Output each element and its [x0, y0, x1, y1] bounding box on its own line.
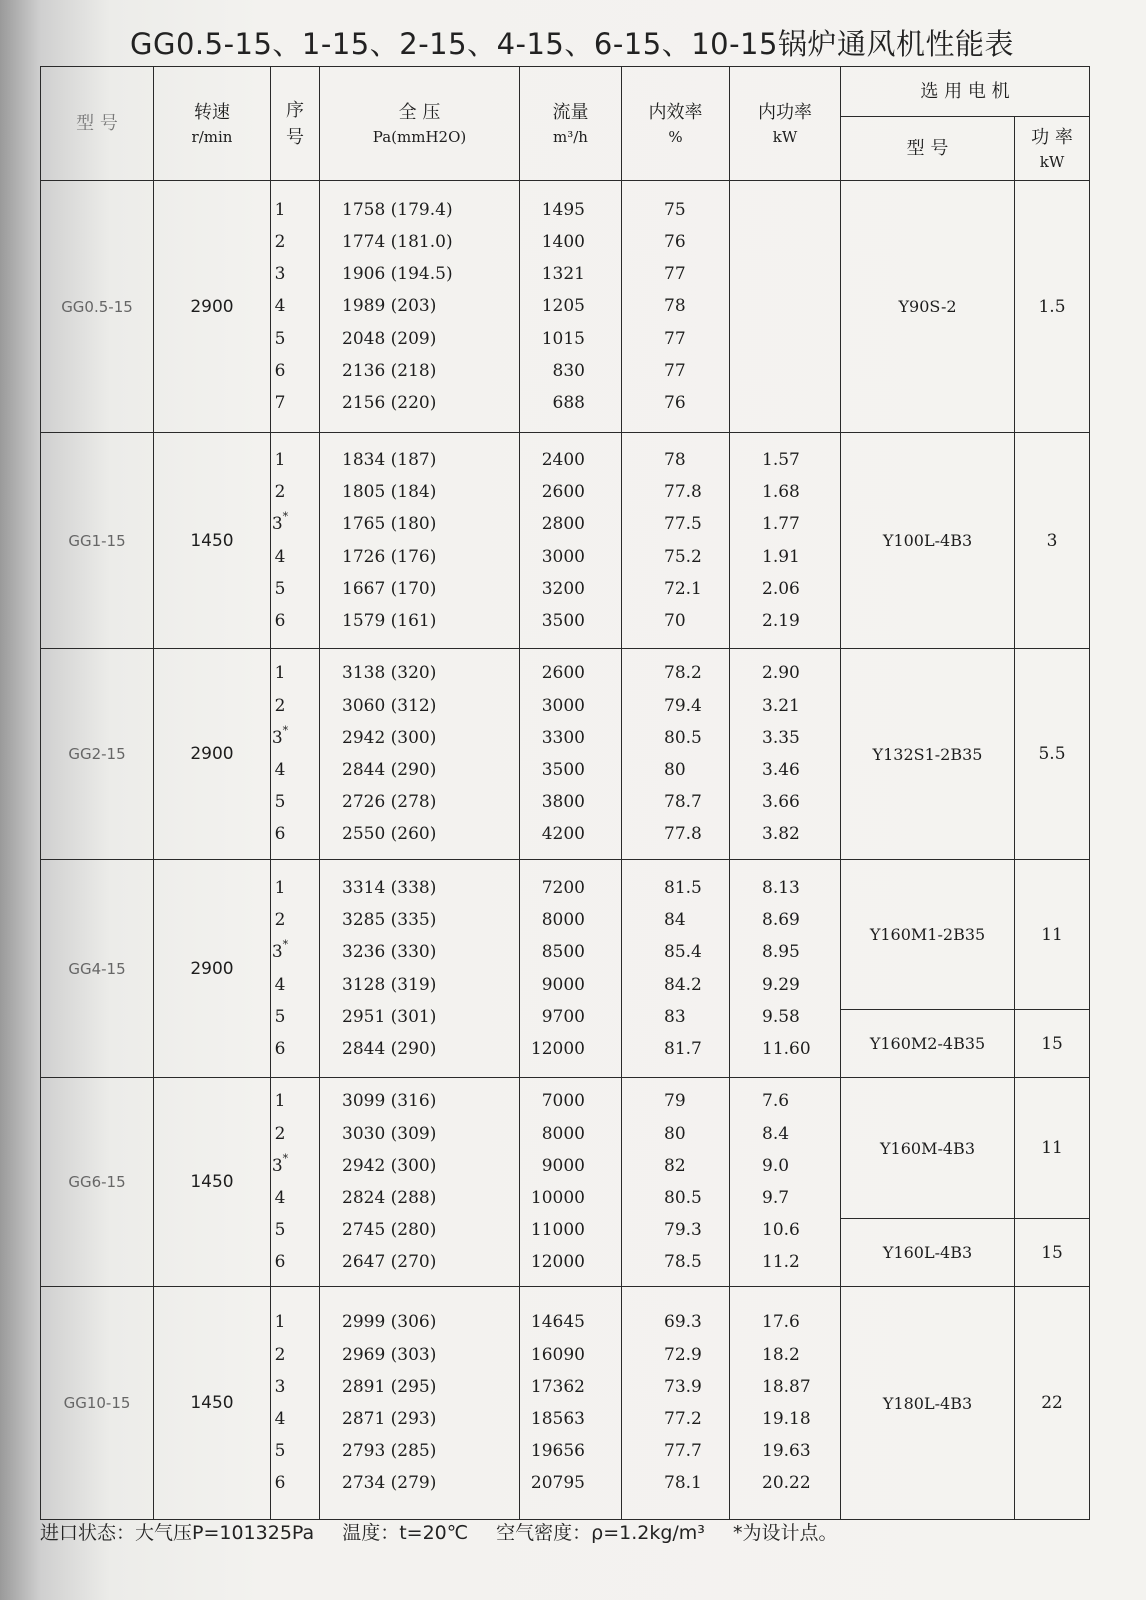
cell-seq: 4	[274, 760, 286, 780]
cell-power: 19.18	[762, 1409, 811, 1429]
table-row-group	[41, 1287, 1090, 1520]
table-row-group	[41, 1078, 1090, 1219]
cell-seq: 5	[274, 1006, 286, 1027]
header-speed: 转速 r/min	[154, 67, 271, 181]
cell-power: 18.2	[762, 1344, 800, 1365]
cell-seq: 1	[274, 877, 286, 898]
motor-model: Y160M2-4B35	[841, 1010, 1015, 1078]
cell-pressure: 1989 (203)	[342, 296, 437, 317]
cell-pressure: 2793 (285)	[342, 1441, 437, 1462]
cell-power: 3.21	[762, 695, 800, 716]
cell-flow: 8000	[541, 910, 585, 931]
column-power	[730, 181, 841, 433]
cell-power: 11.60	[762, 1038, 811, 1059]
cell-flow: 3000	[541, 695, 585, 716]
cell-seq: 4	[274, 546, 286, 567]
cell-flow: 7000	[541, 1091, 585, 1112]
cell-eff: 79.4	[664, 695, 702, 716]
cell-seq: 4	[274, 296, 286, 317]
cell-pressure: 1758 (179.4)	[342, 199, 453, 220]
column-seq	[271, 649, 320, 860]
footnote-design-point: *为设计点。	[732, 1522, 838, 1544]
cell-power: 17.6	[762, 1312, 800, 1333]
cell-eff: 78.1	[664, 1473, 702, 1494]
cell-flow: 1321	[541, 264, 585, 285]
header-motor-power: 功 率 kW	[1015, 117, 1090, 181]
column-power	[730, 433, 841, 649]
cell-pressure: 2734 (279)	[342, 1473, 437, 1494]
cell-flow: 9000	[541, 1155, 585, 1176]
cell-flow: 1400	[541, 232, 585, 253]
cell-pressure: 1667 (170)	[342, 578, 437, 599]
header-model: 型 号	[41, 67, 154, 181]
cell-flow: 1205	[541, 296, 585, 317]
cell-eff: 77	[664, 360, 686, 381]
column-eff	[622, 1287, 730, 1520]
cell-flow: 3500	[541, 760, 585, 780]
cell-pressure: 3060 (312)	[342, 695, 437, 716]
motor-model: Y160M1-2B35	[841, 860, 1015, 1010]
cell-flow: 20795	[530, 1473, 585, 1494]
cell-eff: 77.7	[664, 1441, 702, 1462]
cell-seq: 2	[274, 1123, 286, 1144]
column-eff	[622, 433, 730, 649]
column-pressure	[320, 181, 520, 433]
column-flow	[520, 433, 622, 649]
cell-power: 3.35	[762, 727, 800, 748]
footnote-inlet: 进口状态：大气压P=101325Pa	[40, 1522, 315, 1544]
cell-flow: 830	[552, 360, 585, 381]
motor-power: 15	[1015, 1219, 1090, 1287]
cell-eff: 80	[664, 1123, 686, 1144]
cell-flow: 3200	[541, 578, 585, 599]
column-flow	[520, 649, 622, 860]
cell-pressure: 2048 (209)	[342, 328, 437, 349]
cell-flow: 10000	[530, 1188, 585, 1208]
motor-power: 15	[1015, 1010, 1090, 1078]
cell-seq: 1	[274, 663, 286, 684]
cell-seq: 3	[274, 264, 286, 285]
cell-seq: 1	[274, 1091, 286, 1112]
cell-seq: 2	[274, 482, 286, 503]
cell-eff: 78.7	[664, 792, 702, 813]
cell-pressure: 3314 (338)	[342, 877, 437, 898]
cell-power: 3.46	[762, 760, 800, 780]
cell-eff: 72.9	[664, 1344, 702, 1365]
cell-flow: 12000	[530, 1038, 585, 1059]
column-power	[730, 860, 841, 1078]
table-row-group	[41, 649, 1090, 860]
cell-pressure: 2891 (295)	[342, 1376, 437, 1397]
footnote-temperature: 温度：t=20℃	[342, 1522, 469, 1544]
cell-pressure: 3030 (309)	[342, 1123, 437, 1144]
cell-seq: 5	[274, 1220, 286, 1241]
cell-seq: 3*	[271, 938, 289, 963]
cell-pressure: 1765 (180)	[342, 514, 437, 535]
cell-flow: 16090	[530, 1344, 585, 1365]
cell-eff: 75	[664, 199, 686, 220]
motor-power: 3	[1015, 433, 1090, 649]
cell-seq: 6	[274, 1252, 286, 1273]
cell-power: 8.4	[762, 1123, 790, 1144]
cell-pressure: 2844 (290)	[342, 1038, 437, 1059]
cell-pressure: 1774 (181.0)	[342, 232, 453, 253]
cell-power: 2.06	[762, 578, 800, 599]
cell-power	[730, 290, 840, 322]
cell-power: 20.22	[762, 1473, 811, 1494]
cell-power: 8.13	[762, 877, 800, 898]
cell-pressure: 1906 (194.5)	[342, 264, 453, 285]
cell-flow: 688	[552, 392, 585, 413]
cell-power: 1.77	[762, 514, 800, 535]
column-flow	[520, 181, 622, 433]
cell-flow: 14645	[530, 1312, 585, 1333]
cell-pressure: 2550 (260)	[342, 824, 437, 845]
cell-pressure: 2999 (306)	[342, 1312, 437, 1333]
cell-seq: 1	[274, 449, 286, 470]
column-pressure	[320, 1078, 520, 1287]
cell-seq: 2	[274, 910, 286, 931]
fan-speed: 2900	[154, 181, 271, 433]
header-pressure: 全 压 Pa(mmH2O)	[320, 67, 520, 181]
fan-model: GG2-15	[41, 649, 154, 860]
cell-seq: 4	[274, 974, 286, 995]
column-pressure	[320, 649, 520, 860]
motor-model: Y100L-4B3	[841, 433, 1015, 649]
cell-seq: 4	[274, 1188, 286, 1208]
column-pressure	[320, 1287, 520, 1520]
cell-seq: 1	[274, 199, 286, 220]
cell-flow: 9700	[541, 1006, 585, 1027]
cell-seq: 5	[274, 792, 286, 813]
cell-eff: 80	[664, 760, 686, 780]
cell-flow: 18563	[530, 1409, 585, 1429]
cell-eff: 72.1	[664, 578, 702, 599]
cell-power: 1.91	[762, 546, 800, 567]
cell-flow: 2600	[541, 663, 585, 684]
cell-power	[730, 355, 840, 387]
cell-eff: 75.2	[664, 546, 702, 567]
cell-power: 9.0	[762, 1155, 790, 1176]
cell-seq: 6	[274, 824, 286, 845]
cell-eff: 77.5	[664, 514, 702, 535]
cell-pressure: 3099 (316)	[342, 1091, 437, 1112]
cell-pressure: 2726 (278)	[342, 792, 437, 813]
cell-eff: 76	[664, 392, 686, 413]
column-eff	[622, 649, 730, 860]
cell-pressure: 2136 (218)	[342, 360, 437, 381]
cell-eff: 78	[664, 449, 686, 470]
cell-flow: 3500	[541, 610, 585, 631]
column-eff	[622, 860, 730, 1078]
cell-eff: 77.8	[664, 482, 702, 503]
column-flow	[520, 1287, 622, 1520]
cell-seq: 5	[274, 1441, 286, 1462]
cell-eff: 76	[664, 232, 686, 253]
performance-table-frame	[40, 66, 1090, 1520]
cell-seq: 2	[274, 695, 286, 716]
motor-model: Y160L-4B3	[841, 1219, 1015, 1287]
header-seq: 序 号	[271, 67, 320, 181]
fan-model: GG4-15	[41, 860, 154, 1078]
cell-eff: 77.8	[664, 824, 702, 845]
cell-eff: 78.5	[664, 1252, 702, 1273]
fan-speed: 1450	[154, 1078, 271, 1287]
cell-pressure: 2951 (301)	[342, 1006, 437, 1027]
cell-seq: 4	[274, 1409, 286, 1429]
fan-model: GG0.5-15	[41, 181, 154, 433]
cell-pressure: 3138 (320)	[342, 663, 437, 684]
cell-power: 18.87	[762, 1376, 811, 1397]
header-efficiency: 内效率 %	[622, 67, 730, 181]
page-title: GG0.5-15、1-15、2-15、4-15、6-15、10-15锅炉通风机性能表	[130, 27, 1014, 61]
cell-eff: 77.2	[664, 1409, 702, 1429]
cell-flow: 1015	[541, 328, 585, 349]
cell-flow: 1495	[541, 199, 585, 220]
cell-seq: 1	[274, 1312, 286, 1333]
motor-model: Y180L-4B3	[841, 1287, 1015, 1520]
cell-pressure: 2844 (290)	[342, 760, 437, 780]
cell-seq: 3*	[271, 1151, 289, 1176]
cell-power: 10.6	[762, 1220, 800, 1241]
cell-eff: 79.3	[664, 1220, 702, 1241]
cell-power: 2.90	[762, 663, 800, 684]
cell-power: 19.63	[762, 1441, 811, 1462]
cell-flow: 8500	[541, 942, 585, 963]
cell-flow: 7200	[541, 877, 585, 898]
table-row-group	[41, 181, 1090, 433]
cell-flow: 17362	[530, 1376, 585, 1397]
cell-power: 3.82	[762, 824, 800, 845]
cell-power	[730, 258, 840, 290]
cell-seq: 2	[274, 232, 286, 253]
cell-power: 1.57	[762, 449, 800, 470]
motor-power: 11	[1015, 1078, 1090, 1219]
cell-pressure: 1805 (184)	[342, 482, 437, 503]
cell-eff: 84.2	[664, 974, 702, 995]
cell-pressure: 3236 (330)	[342, 942, 437, 963]
cell-eff: 83	[664, 1006, 686, 1027]
cell-power	[730, 387, 840, 419]
motor-power: 1.5	[1015, 181, 1090, 433]
cell-flow: 2800	[541, 514, 585, 535]
cell-eff: 80.5	[664, 1188, 702, 1208]
cell-flow: 12000	[530, 1252, 585, 1273]
fan-speed: 1450	[154, 433, 271, 649]
cell-power: 8.69	[762, 910, 800, 931]
cell-seq: 6	[274, 1038, 286, 1059]
motor-model: Y132S1-2B35	[841, 649, 1015, 860]
fan-speed: 1450	[154, 1287, 271, 1520]
cell-eff: 81.5	[664, 877, 702, 898]
motor-power: 5.5	[1015, 649, 1090, 860]
cell-flow: 9000	[541, 974, 585, 995]
cell-seq: 5	[274, 328, 286, 349]
cell-pressure: 2942 (300)	[342, 1155, 437, 1176]
cell-eff: 69.3	[664, 1312, 702, 1333]
column-seq	[271, 1078, 320, 1287]
cell-power: 1.68	[762, 482, 800, 503]
cell-eff: 79	[664, 1091, 686, 1112]
motor-power: 22	[1015, 1287, 1090, 1520]
column-power	[730, 649, 841, 860]
column-eff	[622, 1078, 730, 1287]
cell-pressure: 2745 (280)	[342, 1220, 437, 1241]
cell-seq: 3*	[271, 723, 289, 748]
footnote	[40, 1518, 860, 1545]
cell-power: 9.58	[762, 1006, 800, 1027]
motor-model: Y160M-4B3	[841, 1078, 1015, 1219]
cell-flow: 8000	[541, 1123, 585, 1144]
cell-eff: 80.5	[664, 727, 702, 748]
cell-power: 9.7	[762, 1188, 790, 1208]
design-point-star: *	[282, 510, 289, 524]
fan-model: GG1-15	[41, 433, 154, 649]
cell-power: 2.19	[762, 610, 800, 631]
cell-pressure: 2871 (293)	[342, 1409, 437, 1429]
fan-speed: 2900	[154, 649, 271, 860]
cell-seq: 7	[274, 392, 286, 413]
cell-pressure: 2969 (303)	[342, 1344, 437, 1365]
cell-pressure: 2156 (220)	[342, 392, 437, 413]
cell-power: 7.6	[762, 1091, 790, 1112]
performance-table	[40, 66, 1090, 1520]
cell-power	[730, 226, 840, 258]
cell-seq: 6	[274, 360, 286, 381]
cell-power	[730, 194, 840, 226]
cell-pressure: 3285 (335)	[342, 910, 437, 931]
cell-flow: 2400	[541, 449, 585, 470]
column-eff	[622, 181, 730, 433]
cell-power: 9.29	[762, 974, 800, 995]
design-point-star: *	[282, 1151, 289, 1165]
cell-pressure: 1726 (176)	[342, 546, 437, 567]
fan-model: GG6-15	[41, 1078, 154, 1287]
cell-seq: 6	[274, 1473, 286, 1494]
cell-flow: 11000	[530, 1220, 585, 1241]
cell-flow: 19656	[530, 1441, 585, 1462]
cell-pressure: 2647 (270)	[342, 1252, 437, 1273]
cell-pressure: 1579 (161)	[342, 610, 437, 631]
column-seq	[271, 1287, 320, 1520]
table-row-group	[41, 860, 1090, 1010]
cell-seq: 3	[274, 1376, 286, 1397]
cell-seq: 6	[274, 610, 286, 631]
cell-flow: 3300	[541, 727, 585, 748]
motor-power: 11	[1015, 860, 1090, 1010]
header-motor-model: 型 号	[841, 117, 1015, 181]
cell-power	[730, 323, 840, 355]
table-body	[41, 181, 1090, 1520]
cell-power: 3.66	[762, 792, 800, 813]
column-pressure	[320, 433, 520, 649]
cell-eff: 84	[664, 910, 686, 931]
motor-model: Y90S-2	[841, 181, 1015, 433]
fan-speed: 2900	[154, 860, 271, 1078]
column-seq	[271, 433, 320, 649]
cell-pressure: 2824 (288)	[342, 1188, 437, 1208]
table-row-group	[41, 433, 1090, 649]
column-power	[730, 1078, 841, 1287]
cell-eff: 77	[664, 328, 686, 349]
cell-seq: 3*	[271, 510, 289, 535]
header-flow: 流量 m³/h	[520, 67, 622, 181]
column-pressure	[320, 860, 520, 1078]
cell-flow: 3800	[541, 792, 585, 813]
fan-model: GG10-15	[41, 1287, 154, 1520]
column-seq	[271, 860, 320, 1078]
cell-eff: 78.2	[664, 663, 702, 684]
cell-seq: 5	[274, 578, 286, 599]
cell-flow: 2600	[541, 482, 585, 503]
column-flow	[520, 1078, 622, 1287]
cell-pressure: 3128 (319)	[342, 974, 437, 995]
cell-power: 11.2	[762, 1252, 800, 1273]
cell-power: 8.95	[762, 942, 800, 963]
design-point-star: *	[282, 938, 289, 952]
cell-pressure: 1834 (187)	[342, 449, 437, 470]
cell-pressure: 2942 (300)	[342, 727, 437, 748]
cell-eff: 78	[664, 296, 686, 317]
cell-eff: 77	[664, 264, 686, 285]
column-power	[730, 1287, 841, 1520]
cell-eff: 81.7	[664, 1038, 702, 1059]
column-seq	[271, 181, 320, 433]
cell-eff: 82	[664, 1155, 686, 1176]
column-flow	[520, 860, 622, 1078]
header-internal-power: 内功率 kW	[730, 67, 841, 181]
design-point-star: *	[282, 723, 289, 737]
footnote-density: 空气密度：ρ=1.2kg/m³	[496, 1522, 705, 1544]
cell-eff: 85.4	[664, 942, 702, 963]
cell-eff: 70	[664, 610, 686, 631]
header-motor: 选 用 电 机	[841, 67, 1090, 117]
cell-eff: 73.9	[664, 1376, 702, 1397]
cell-flow: 4200	[541, 824, 585, 845]
cell-flow: 3000	[541, 546, 585, 567]
cell-seq: 2	[274, 1344, 286, 1365]
